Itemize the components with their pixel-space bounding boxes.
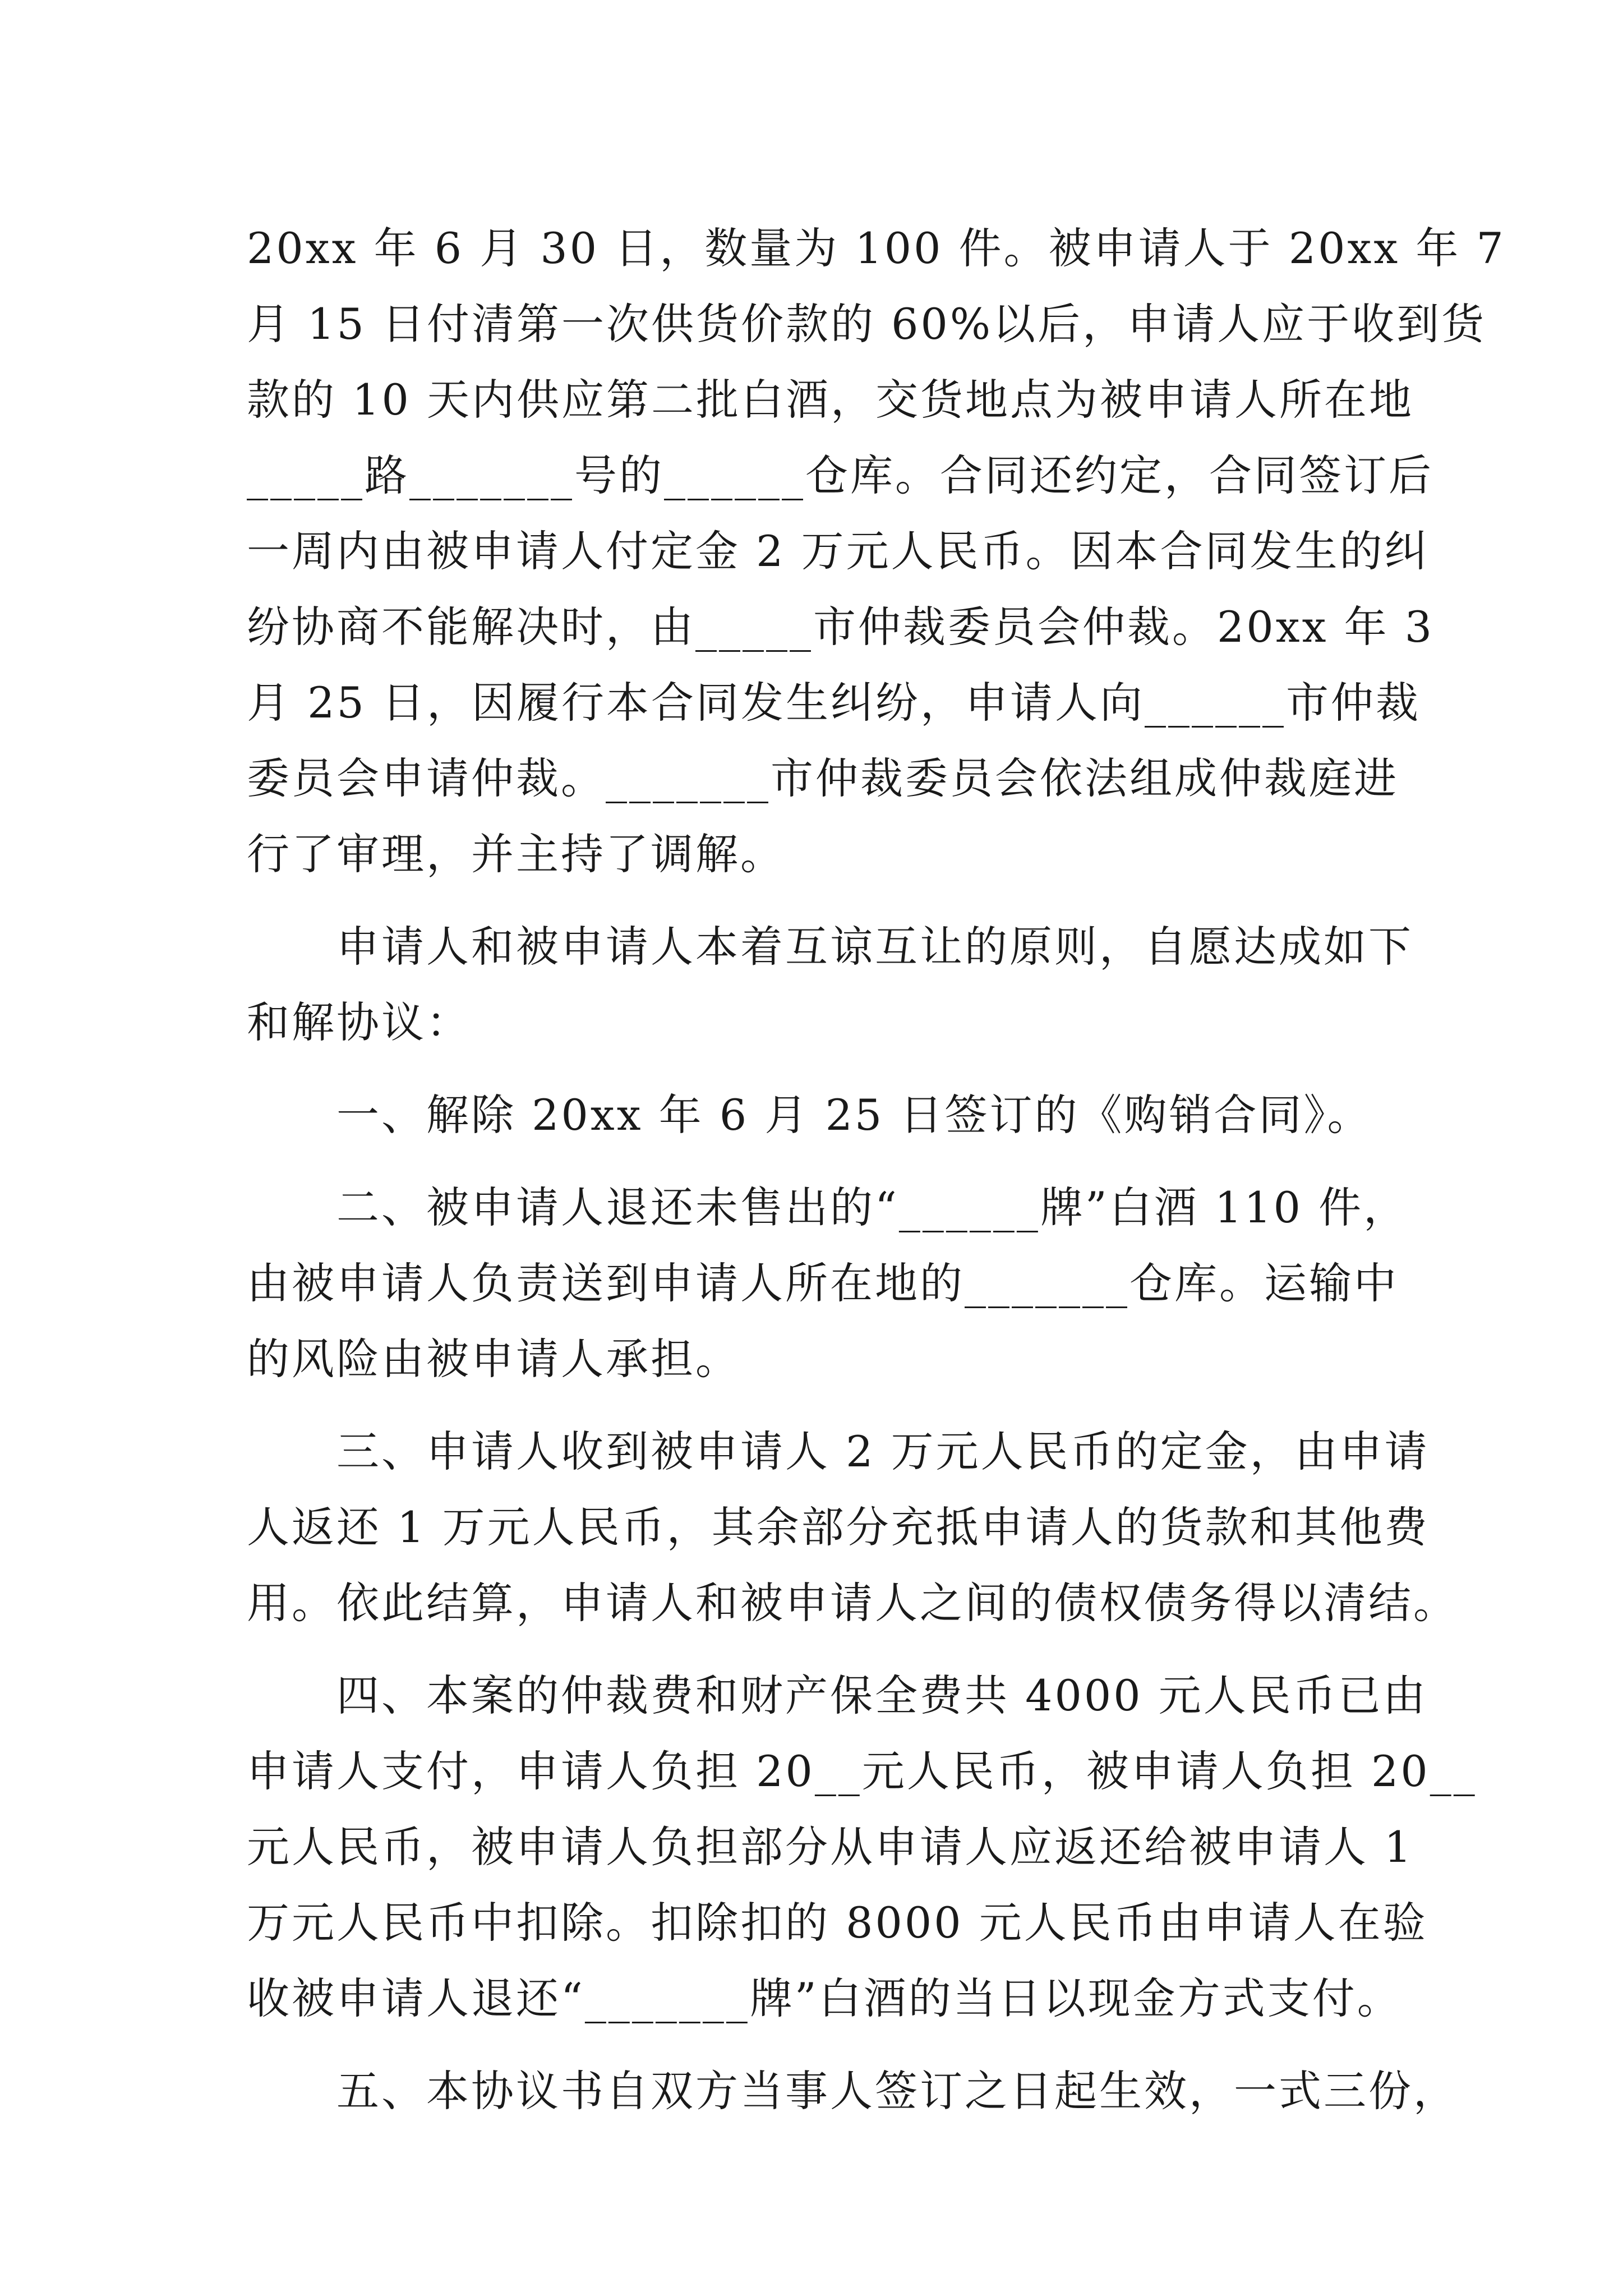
text-line: 行了审理，并主持了调解。: [247, 829, 785, 879]
text-line: 款的 10 天内供应第二批白酒，交货地点为被申请人所在地: [247, 375, 1414, 425]
text-line: 的风险由被申请人承担。: [247, 1334, 740, 1384]
text-line: _____路_______号的______仓库。合同还约定，合同签订后: [247, 450, 1433, 500]
text-line: 用。依此结算，申请人和被申请人之间的债权债务得以清结。: [247, 1578, 1458, 1628]
text-line: 收被申请人退还“_______牌”白酒的当日以现金方式支付。: [247, 1973, 1402, 2023]
text-line: 一、解除 20xx 年 6 月 25 日签订的《购销合同》。: [336, 1090, 1372, 1140]
text-line: 月 25 日，因履行本合同发生纠纷，申请人向______市仲裁: [247, 678, 1421, 728]
text-line: 人返还 1 万元人民币，其余部分充抵申请人的货款和其他费: [247, 1502, 1430, 1552]
paragraph-gap: [247, 892, 1396, 909]
paragraph-gap: [247, 1060, 1396, 1077]
paragraph-gap: [247, 1397, 1396, 1414]
paragraph-gap: [247, 1153, 1396, 1170]
text-line: 和解协议：: [247, 997, 471, 1047]
text-line: 一周内由被申请人付定金 2 万元人民币。因本合同发生的纠: [247, 526, 1430, 576]
text-line: 20xx 年 6 月 30 日，数量为 100 件。被申请人于 20xx 年 7: [247, 223, 1506, 273]
text-line: 由被申请人负责送到申请人所在地的_______仓库。运输中: [247, 1258, 1399, 1308]
text-line: 元人民币，被申请人负担部分从申请人应返还给被申请人 1: [247, 1822, 1414, 1872]
paragraph-gap: [247, 2036, 1396, 2053]
text-line: 纷协商不能解决时，由_____市仲裁委员会仲裁。20xx 年 3: [247, 602, 1435, 652]
paragraph-gap: [247, 1641, 1396, 1658]
text-line: 三、申请人收到被申请人 2 万元人民币的定金，由申请: [336, 1427, 1430, 1476]
text-line: 万元人民币中扣除。扣除扣的 8000 元人民币由申请人在验: [247, 1898, 1428, 1948]
document-body: [247, 210, 1506, 2129]
text-line: 二、被申请人退还未售出的“______牌”白酒 110 件，: [336, 1182, 1409, 1232]
text-line: 五、本协议书自双方当事人签订之日起生效，一式三份，: [336, 2066, 1458, 2116]
text-line: 委员会申请仲裁。_______市仲裁委员会依法组成仲裁庭进: [247, 753, 1399, 803]
text-line: 四、本案的仲裁费和财产保全费共 4000 元人民币已由: [336, 1671, 1428, 1720]
text-line: 月 15 日付清第一次供货价款的 60%以后，申请人应于收到货: [247, 299, 1487, 349]
text-line: 申请人和被申请人本着互谅互让的原则，自愿达成如下: [336, 922, 1413, 972]
text-line: 申请人支付，申请人负担 20__元人民币，被申请人负担 20__: [247, 1746, 1477, 1796]
